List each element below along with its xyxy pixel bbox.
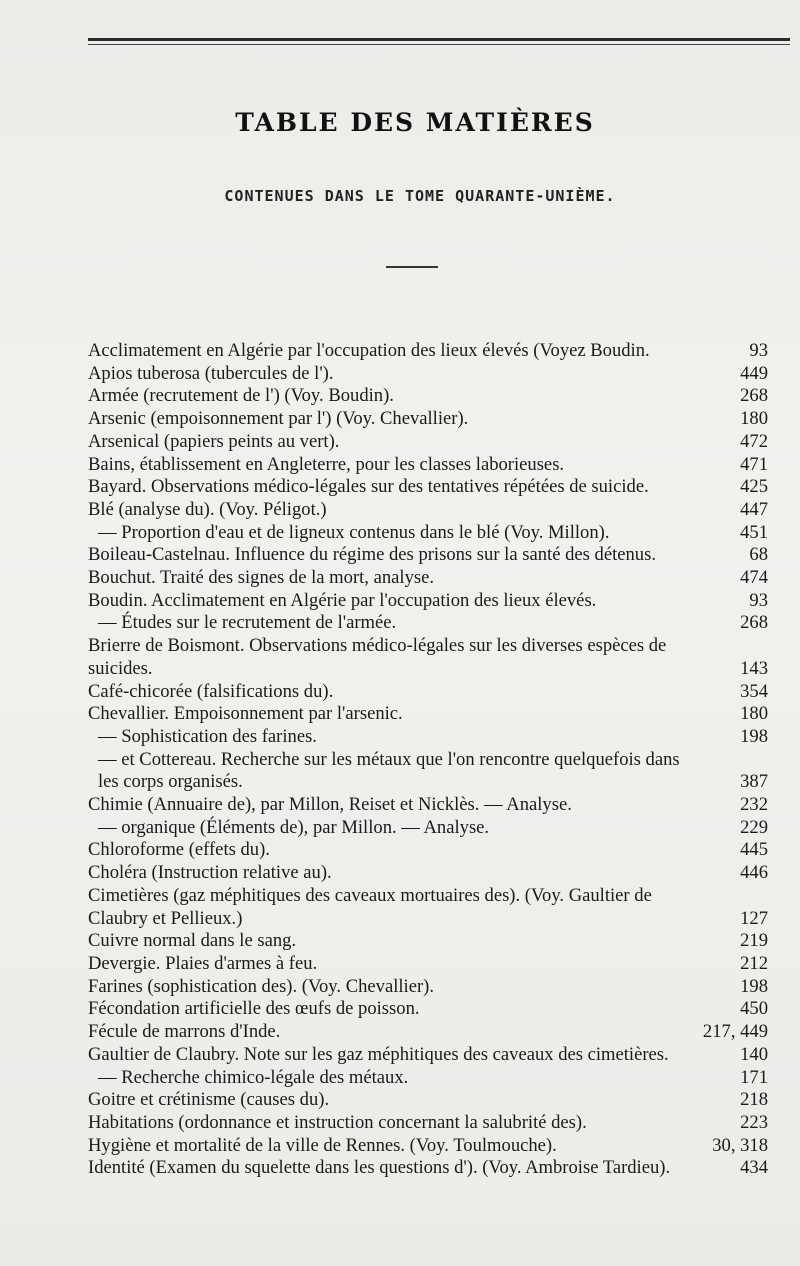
entry-page-number: 180 [740,408,768,430]
entry-page-number: 140 [740,1043,768,1065]
entry-text: Chevallier. Empoisonnement par l'arsenic. [88,703,403,725]
index-entry [88,976,768,999]
index-entry [88,499,768,522]
index-entry [88,340,768,363]
entry-text: Blé (analyse du). (Voy. Péligot.) [88,498,327,520]
index-entry [88,1021,768,1044]
entry-text: Choléra (Instruction relative au). [88,862,332,884]
index-entry [88,1135,768,1158]
entry-text: Fécondation artificielle des œufs de poisson. [88,998,420,1020]
entry-text: Gaultier de Claubry. Note sur les gaz méphitiques des caveaux des cimetières. [88,1043,669,1065]
entry-text: Devergie. Plaies d'armes à feu. [88,952,318,974]
entry-page-number: 450 [740,998,768,1020]
entry-page-number: 93 [749,340,768,361]
entry-page-number: 387 [740,771,768,793]
entry-page-number: 93 [749,589,768,611]
entry-page-number: 449 [740,362,768,384]
entry-page-number: 445 [740,839,768,861]
entry-page-number: 232 [740,794,768,816]
entry-text: Bains, établissement en Angleterre, pour les classes laborieuses. [88,453,565,475]
index-entry [88,794,768,817]
entry-page-number: 229 [740,816,768,838]
entry-page-number: 268 [740,385,768,407]
entry-text: Chimie (Annuaire de), par Millon, Reiset et Nicklès. — Analyse. [88,794,572,816]
entry-page-number: 471 [740,453,768,475]
entry-page-number: 425 [740,476,768,498]
index-entry [88,1112,768,1135]
entry-text: — et Cottereau. Recherche sur les métaux que l'on rencontre quelquefois dans les corps organisés. [98,748,680,793]
index-entry [88,1157,768,1180]
entry-text: — Recherche chimico-légale des métaux. [98,1066,409,1088]
entry-text: — Sophistication des farines. [98,725,317,747]
entry-page-number: 68 [749,544,768,566]
index-entry [88,885,768,930]
page-title: TABLE DES MATIÈRES [235,108,595,137]
index-entry [88,817,768,840]
index-entry [88,749,768,794]
entry-page-number: 472 [740,430,768,452]
index-entry [88,476,768,499]
entry-page-number: 451 [740,521,768,543]
index-entry [88,590,768,613]
index-entry [88,1089,768,1112]
entry-page-number: 218 [740,1089,768,1111]
index-entry [88,703,768,726]
entry-text: Habitations (ordonnance et instruction concernant la salubrité des). [88,1111,587,1133]
entry-text: Cimetières (gaz méphitiques des caveaux mortuaires des). (Voy. Gaultier de Claubry et Pellieux.) [88,884,652,929]
entry-page-number: 143 [740,657,768,679]
index-entry [88,363,768,386]
entry-page-number: 180 [740,703,768,725]
entry-text: Goitre et crétinisme (causes du). [88,1089,330,1111]
entry-text: Café-chicorée (falsifications du). [88,680,334,702]
page-subtitle: CONTENUES DANS LE TOME QUARANTE-UNIÈME. [224,187,616,205]
index-entry [88,408,768,431]
entry-page-number: 219 [740,930,768,952]
index-entry [88,567,768,590]
entry-page-number: 447 [740,498,768,520]
index-entry [88,726,768,749]
entry-page-number: 268 [740,612,768,634]
entry-text: — Proportion d'eau et de ligneux contenus dans le blé (Voy. Millon). [98,521,610,543]
index-entry [88,930,768,953]
entry-page-number: 223 [740,1111,768,1133]
entry-text: Apios tuberosa (tubercules de l'). [88,362,334,384]
index-entry [88,839,768,862]
index-entry [88,544,768,567]
entry-page-number: 198 [740,975,768,997]
index-entries [88,340,768,1180]
entry-text: Armée (recrutement de l') (Voy. Boudin). [88,385,394,407]
index-entry [88,612,768,635]
entry-text: Arsenic (empoisonnement par l') (Voy. Chevallier). [88,408,469,430]
entry-page-number: 217, 449 [702,1021,768,1043]
index-entry [88,998,768,1021]
entry-text: Fécule de marrons d'Inde. [88,1021,281,1043]
entry-text: Bouchut. Traité des signes de la mort, analyse. [88,567,434,589]
entry-text: Cuivre normal dans le sang. [88,930,297,952]
index-entry [88,431,768,454]
entry-text: Farines (sophistication des). (Voy. Chevallier). [88,975,434,997]
title-divider [386,266,438,268]
entry-page-number: 198 [740,725,768,747]
entry-page-number: 474 [740,567,768,589]
entry-text: Boileau-Castelnau. Influence du régime des prisons sur la santé des détenus. [88,544,656,566]
index-entry [88,385,768,408]
entry-page-number: 434 [740,1157,768,1179]
entry-text: Arsenical (papiers peints au vert). [88,430,340,452]
entry-page-number: 30, 318 [712,1134,768,1156]
entry-text: Acclimatement en Algérie par l'occupation des lieux élevés (Voyez Boudin. [88,340,650,361]
entry-page-number: 171 [740,1066,768,1088]
header-rule-thin [88,44,790,45]
entry-text: — Études sur le recrutement de l'armée. [98,612,397,634]
entry-page-number: 212 [740,952,768,974]
entry-text: Identité (Examen du squelette dans les questions d'). (Voy. Ambroise Tardieu). [88,1157,671,1179]
index-entry [88,862,768,885]
index-entry [88,635,768,680]
header-rule [88,38,790,41]
entry-page-number: 127 [740,907,768,929]
entry-text: Brierre de Boismont. Observations médico-légales sur les diverses espèces de suicides. [88,635,667,679]
index-entry [88,522,768,545]
index-entry [88,1067,768,1090]
entry-text: Hygiène et mortalité de la ville de Rennes. (Voy. Toulmouche). [88,1134,557,1156]
index-entry [88,454,768,477]
index-entry [88,681,768,704]
index-entry [88,953,768,976]
index-entry [88,1044,768,1067]
entry-text: — organique (Éléments de), par Millon. — Analyse. [98,816,490,838]
entry-text: Bayard. Observations médico-légales sur des tentatives répétées de suicide. [88,476,649,498]
entry-text: Chloroforme (effets du). [88,839,270,861]
entry-page-number: 446 [740,862,768,884]
entry-text: Boudin. Acclimatement en Algérie par l'occupation des lieux élevés. [88,589,597,611]
entry-page-number: 354 [740,680,768,702]
